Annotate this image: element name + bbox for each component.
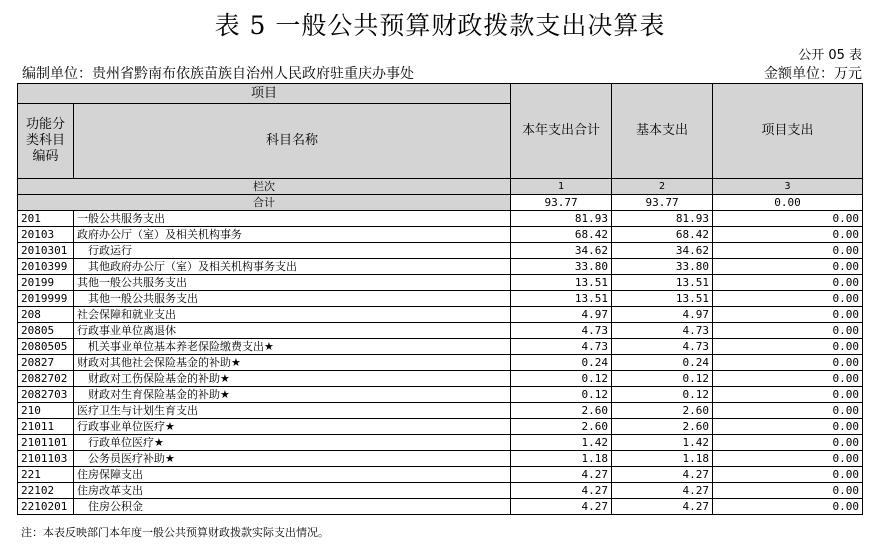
row-total-value: 4.27 bbox=[511, 467, 612, 483]
row-project-value: 0.00 bbox=[713, 211, 863, 227]
header-project-exp: 项目支出 bbox=[713, 84, 863, 179]
row-subject-name: 住房公积金 bbox=[74, 499, 511, 515]
row-total-value: 1.42 bbox=[511, 435, 612, 451]
table-row bbox=[18, 371, 863, 387]
header-basic: 基本支出 bbox=[612, 84, 713, 179]
row-total-value: 13.51 bbox=[511, 291, 612, 307]
row-basic-value: 68.42 bbox=[612, 227, 713, 243]
row-code: 2101103 bbox=[18, 451, 74, 467]
row-subject-name: 社会保障和就业支出 bbox=[74, 307, 511, 323]
amount-unit: 金额单位：万元 bbox=[764, 66, 862, 82]
column-index-1: 1 bbox=[511, 179, 612, 195]
row-total-value: 13.51 bbox=[511, 275, 612, 291]
row-total-value: 68.42 bbox=[511, 227, 612, 243]
row-total-value: 4.73 bbox=[511, 323, 612, 339]
row-project-value: 0.00 bbox=[713, 499, 863, 515]
row-basic-value: 13.51 bbox=[612, 291, 713, 307]
row-code: 201 bbox=[18, 211, 74, 227]
row-project-value: 0.00 bbox=[713, 307, 863, 323]
row-basic-value: 2.60 bbox=[612, 419, 713, 435]
row-code: 2101101 bbox=[18, 435, 74, 451]
header-total-year: 本年支出合计 bbox=[511, 84, 612, 179]
row-subject-name: 其他一般公共服务支出 bbox=[74, 275, 511, 291]
row-code: 22102 bbox=[18, 483, 74, 499]
row-subject-name: 行政运行 bbox=[74, 243, 511, 259]
row-subject-name: 行政事业单位医疗★ bbox=[74, 419, 511, 435]
row-code: 2080505 bbox=[18, 339, 74, 355]
row-code: 21011 bbox=[18, 419, 74, 435]
total-project-value: 0.00 bbox=[713, 195, 863, 211]
row-code: 20103 bbox=[18, 227, 74, 243]
compiling-unit: 编制单位：贵州省黔南布依族苗族自治州人民政府驻重庆办事处 bbox=[22, 66, 414, 82]
row-subject-name: 医疗卫生与计划生育支出 bbox=[74, 403, 511, 419]
table-row bbox=[18, 467, 863, 483]
row-basic-value: 1.42 bbox=[612, 435, 713, 451]
row-subject-name: 行政事业单位离退休 bbox=[74, 323, 511, 339]
row-basic-value: 4.73 bbox=[612, 323, 713, 339]
row-basic-value: 34.62 bbox=[612, 243, 713, 259]
row-basic-value: 4.27 bbox=[612, 499, 713, 515]
row-total-value: 34.62 bbox=[511, 243, 612, 259]
row-subject-name: 其他政府办公厅（室）及相关机构事务支出 bbox=[74, 259, 511, 275]
table-row bbox=[18, 275, 863, 291]
row-subject-name: 住房保障支出 bbox=[74, 467, 511, 483]
row-code: 2210201 bbox=[18, 499, 74, 515]
row-project-value: 0.00 bbox=[713, 483, 863, 499]
row-code: 20199 bbox=[18, 275, 74, 291]
row-basic-value: 1.18 bbox=[612, 451, 713, 467]
header-project: 项目 bbox=[18, 84, 511, 104]
table-row bbox=[18, 387, 863, 403]
row-subject-name: 行政单位医疗★ bbox=[74, 435, 511, 451]
total-label: 合计 bbox=[18, 195, 511, 211]
row-total-value: 0.12 bbox=[511, 387, 612, 403]
row-basic-value: 4.73 bbox=[612, 339, 713, 355]
row-project-value: 0.00 bbox=[713, 291, 863, 307]
row-code: 208 bbox=[18, 307, 74, 323]
total-year-value: 93.77 bbox=[511, 195, 612, 211]
header-func-code: 功能分类科目编码 bbox=[18, 104, 74, 179]
table-row bbox=[18, 323, 863, 339]
column-order-label: 栏次 bbox=[18, 179, 511, 195]
row-subject-name: 财政对工伤保险基金的补助★ bbox=[74, 371, 511, 387]
row-code: 2010301 bbox=[18, 243, 74, 259]
row-basic-value: 13.51 bbox=[612, 275, 713, 291]
column-index-2: 2 bbox=[612, 179, 713, 195]
table-row bbox=[18, 403, 863, 419]
row-total-value: 33.80 bbox=[511, 259, 612, 275]
row-code: 210 bbox=[18, 403, 74, 419]
row-total-value: 0.12 bbox=[511, 371, 612, 387]
row-subject-name: 机关事业单位基本养老保险缴费支出★ bbox=[74, 339, 511, 355]
table-row bbox=[18, 243, 863, 259]
page-title: 表 5 一般公共预算财政拨款支出决算表 bbox=[214, 11, 666, 40]
row-code: 2082703 bbox=[18, 387, 74, 403]
column-index-3: 3 bbox=[713, 179, 863, 195]
row-basic-value: 2.60 bbox=[612, 403, 713, 419]
row-basic-value: 0.12 bbox=[612, 387, 713, 403]
table-row bbox=[18, 451, 863, 467]
row-basic-value: 0.12 bbox=[612, 371, 713, 387]
table-row bbox=[18, 227, 863, 243]
row-total-value: 4.97 bbox=[511, 307, 612, 323]
row-subject-name: 政府办公厅（室）及相关机构事务 bbox=[74, 227, 511, 243]
row-basic-value: 33.80 bbox=[612, 259, 713, 275]
column-order-row bbox=[18, 179, 863, 195]
table-row bbox=[18, 259, 863, 275]
row-basic-value: 0.24 bbox=[612, 355, 713, 371]
row-total-value: 4.27 bbox=[511, 483, 612, 499]
row-project-value: 0.00 bbox=[713, 355, 863, 371]
table-row bbox=[18, 291, 863, 307]
table-number: 公开 05 表 bbox=[798, 48, 862, 63]
total-row bbox=[18, 195, 863, 211]
row-total-value: 4.27 bbox=[511, 499, 612, 515]
expenditure-table bbox=[17, 83, 863, 515]
table-row bbox=[18, 435, 863, 451]
table-row bbox=[18, 339, 863, 355]
footnote: 注：本表反映部门本年度一般公共预算财政拨款实际支出情况。 bbox=[21, 526, 329, 539]
row-subject-name: 财政对生育保险基金的补助★ bbox=[74, 387, 511, 403]
row-code: 2019999 bbox=[18, 291, 74, 307]
row-total-value: 1.18 bbox=[511, 451, 612, 467]
row-project-value: 0.00 bbox=[713, 451, 863, 467]
table-row bbox=[18, 483, 863, 499]
table-row bbox=[18, 211, 863, 227]
row-subject-name: 一般公共服务支出 bbox=[74, 211, 511, 227]
header-subject-name: 科目名称 bbox=[74, 104, 511, 179]
row-total-value: 2.60 bbox=[511, 403, 612, 419]
row-basic-value: 4.97 bbox=[612, 307, 713, 323]
row-code: 20805 bbox=[18, 323, 74, 339]
row-basic-value: 4.27 bbox=[612, 467, 713, 483]
row-total-value: 4.73 bbox=[511, 339, 612, 355]
row-project-value: 0.00 bbox=[713, 323, 863, 339]
row-subject-name: 住房改革支出 bbox=[74, 483, 511, 499]
row-project-value: 0.00 bbox=[713, 435, 863, 451]
row-total-value: 0.24 bbox=[511, 355, 612, 371]
table-row bbox=[18, 419, 863, 435]
row-project-value: 0.00 bbox=[713, 403, 863, 419]
table-row bbox=[18, 355, 863, 371]
row-code: 20827 bbox=[18, 355, 74, 371]
row-subject-name: 其他一般公共服务支出 bbox=[74, 291, 511, 307]
total-basic-value: 93.77 bbox=[612, 195, 713, 211]
row-basic-value: 4.27 bbox=[612, 483, 713, 499]
row-project-value: 0.00 bbox=[713, 259, 863, 275]
row-subject-name: 财政对其他社会保险基金的补助★ bbox=[74, 355, 511, 371]
row-project-value: 0.00 bbox=[713, 227, 863, 243]
row-basic-value: 81.93 bbox=[612, 211, 713, 227]
row-code: 221 bbox=[18, 467, 74, 483]
row-project-value: 0.00 bbox=[713, 371, 863, 387]
row-project-value: 0.00 bbox=[713, 275, 863, 291]
row-project-value: 0.00 bbox=[713, 467, 863, 483]
row-code: 2010399 bbox=[18, 259, 74, 275]
row-total-value: 2.60 bbox=[511, 419, 612, 435]
row-subject-name: 公务员医疗补助★ bbox=[74, 451, 511, 467]
row-project-value: 0.00 bbox=[713, 243, 863, 259]
table-row bbox=[18, 499, 863, 515]
row-project-value: 0.00 bbox=[713, 419, 863, 435]
row-project-value: 0.00 bbox=[713, 387, 863, 403]
row-project-value: 0.00 bbox=[713, 339, 863, 355]
row-total-value: 81.93 bbox=[511, 211, 612, 227]
row-code: 2082702 bbox=[18, 371, 74, 387]
table-row bbox=[18, 307, 863, 323]
header-row-project bbox=[18, 84, 863, 104]
